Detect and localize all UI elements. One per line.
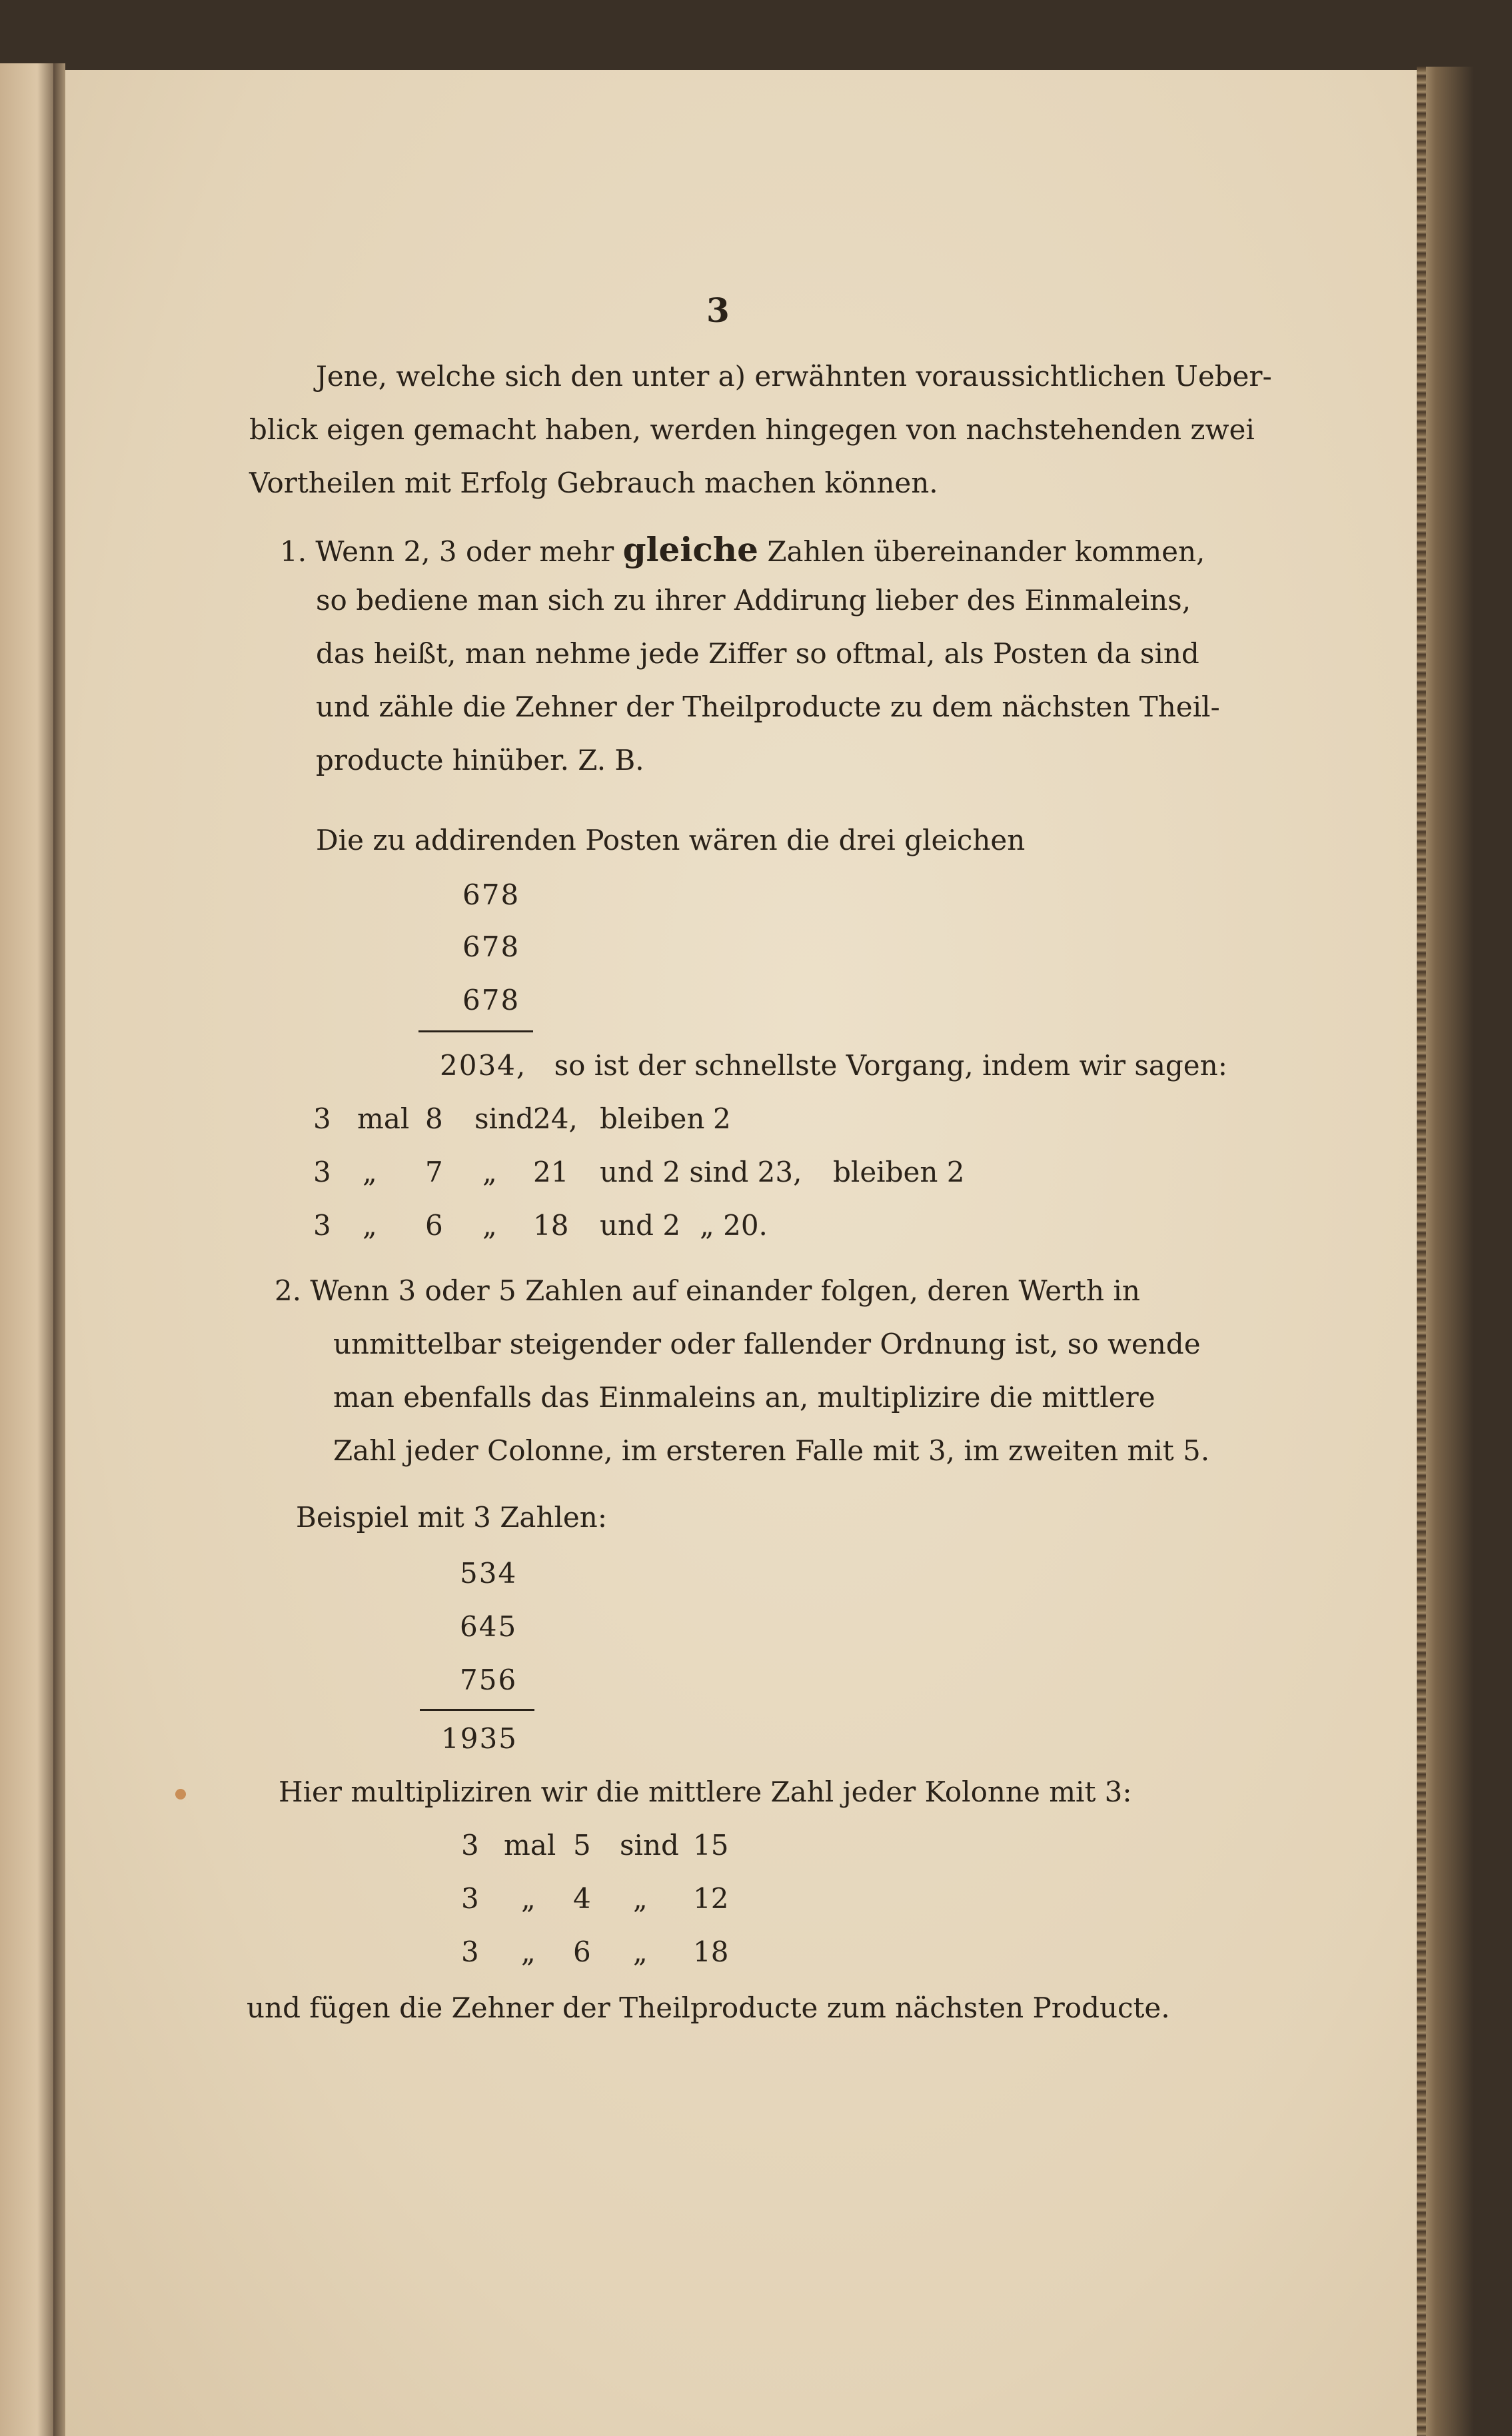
rule1-step-3-e: 18 [533,1209,569,1242]
rule1-step-2-c: 7 [425,1156,443,1188]
rule1-addend-2: 678 [462,930,520,963]
rule2-step-1-b: mal [504,1829,556,1861]
rule2-step-1-e: 15 [693,1829,729,1861]
rule1-step-1-b: mal [357,1102,410,1135]
rule1-step-3-a: 3 [313,1209,331,1242]
rule1-step-2-d: „ [482,1156,497,1188]
rule1-line-1-pre: 1. Wenn 2, 3 oder mehr [280,535,614,568]
rule1-step-2-g: bleiben 2 [833,1156,965,1188]
rule1-line-4: und zähle die Zehner der Theilproducte zu dem nächsten Theil- [316,690,1220,723]
rule2-closing: und fügen die Zehner der Theilproducte zum nächsten Producte. [247,1991,1170,2024]
rule1-step-1-a: 3 [313,1102,331,1135]
rule2-step-3-a: 3 [461,1935,479,1968]
rule2-line-3: man ebenfalls das Einmaleins an, multiplizire die mittlere [333,1381,1155,1414]
page-number: 3 [706,291,730,330]
rule1-line-3: das heißt, man nehme jede Ziffer so oftmal, als Posten da sind [316,637,1199,670]
rule2-line-4: Zahl jeder Colonne, im ersteren Falle mit 3, im zweiten mit 5. [333,1434,1210,1467]
rule1-step-3-b: „ [363,1209,377,1242]
rule2-addend-2: 645 [460,1610,518,1643]
rule2-explain: Hier multipliziren wir die mittlere Zahl jeder Kolonne mit 3: [279,1776,1132,1808]
rule1-step-1-f: bleiben [600,1102,705,1135]
rule1-sum-row [440,1049,1227,1082]
rule2-step-2-e: 12 [693,1882,729,1915]
rule1-step-2-e: 21 [533,1156,569,1188]
rule1-line-1-post: Zahlen übereinander kommen, [767,535,1205,568]
rule2-addend-1: 534 [460,1557,518,1590]
rule2-sum: 1935 [441,1722,518,1755]
rule1-addend-1: 678 [462,878,520,911]
rule1-line-2: so bediene man sich zu ihrer Addirung lieber des Einmaleins, [316,584,1191,616]
rule1-example-intro: Die zu addirenden Posten wären die drei gleichen [316,824,1026,856]
rule1-step-3-g: „ 20. [700,1209,768,1242]
rule1-addend-3: 678 [462,984,520,1016]
rule1-line-1 [280,530,1205,569]
intro-line-1: Jene, welche sich den unter a) erwähnten voraussichtlichen Ueber- [316,360,1272,393]
rule1-step-1-c: 8 [425,1102,443,1135]
rule2-step-3-d: „ [633,1935,648,1968]
rule2-step-3-e: 18 [693,1935,729,1968]
rule2-addend-3: 756 [460,1664,518,1696]
rule1-line-5: producte hinüber. Z. B. [316,744,644,776]
rule1-step-3-f: und 2 [600,1209,681,1242]
rule2-step-2-d: „ [633,1882,648,1915]
rule1-bold-word: gleiche [622,530,758,569]
rule2-step-1-c: 5 [573,1829,591,1861]
right-page-edge [1417,67,1512,2436]
rule2-line-1: 2. Wenn 3 oder 5 Zahlen auf einander folgen, deren Werth in [275,1274,1140,1307]
rule2-step-2-b: „ [521,1882,536,1915]
page-stack-edge [1417,67,1426,2436]
rule1-sum: 2034, [440,1049,527,1082]
intro-line-3: Vortheilen mit Erfolg Gebrauch machen können. [249,467,938,499]
rule2-sum-line [420,1709,534,1711]
rule2-step-1-d: sind [620,1829,679,1861]
rule1-step-1-g: 2 [713,1102,731,1135]
rule1-sum-text: so ist der schnellste Vorgang, indem wir sagen: [554,1049,1227,1082]
rule1-step-2-a: 3 [313,1156,331,1188]
rule2-line-2: unmittelbar steigender oder fallender Ordnung ist, so wende [333,1328,1201,1360]
rule2-step-2-a: 3 [461,1882,479,1915]
rule1-step-1-e: 24, [533,1102,578,1135]
rule2-step-1-a: 3 [461,1829,479,1861]
rule2-step-3-b: „ [521,1935,536,1968]
rule1-step-3-c: 6 [425,1209,443,1242]
rule1-sum-line [418,1030,533,1032]
rule2-step-3-c: 6 [573,1935,591,1968]
ink-stain [175,1789,186,1800]
book-gutter [53,63,65,2436]
rule1-step-3-d: „ [482,1209,497,1242]
rule1-step-2-b: „ [363,1156,377,1188]
rule2-example-intro: Beispiel mit 3 Zahlen: [296,1501,607,1534]
rule1-step-1-d: sind [474,1102,534,1135]
intro-line-2: blick eigen gemacht haben, werden hingegen von nachstehenden zwei [249,413,1255,446]
rule1-step-2-f: und 2 sind 23, [600,1156,802,1188]
rule2-step-2-c: 4 [573,1882,591,1915]
left-page-edge [0,63,53,2436]
